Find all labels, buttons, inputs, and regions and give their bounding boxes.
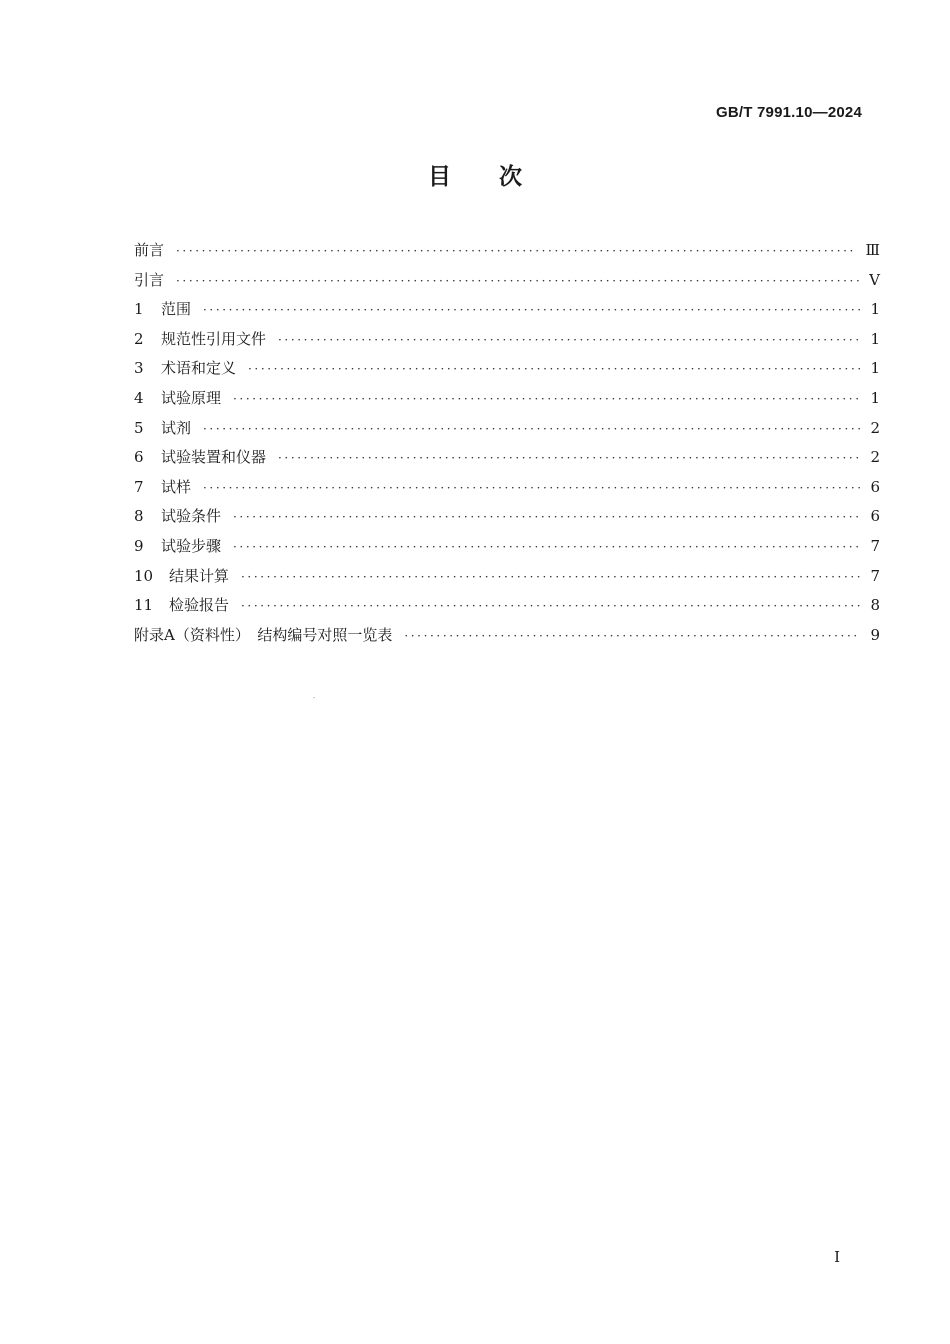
toc-entry-label: 试验原理 <box>161 388 222 407</box>
toc-entry-label: 前言 <box>134 241 165 259</box>
toc-entry-page: 2 <box>870 448 880 467</box>
toc-entry-page: 6 <box>870 477 880 496</box>
leader-dots <box>176 267 859 297</box>
toc-entry-number: 9 <box>134 536 144 555</box>
toc-entry-page: 1 <box>870 388 880 407</box>
toc-entry-label: 检验报告 <box>169 596 230 615</box>
toc-entry-annex-a[interactable] <box>134 621 880 651</box>
toc-entry-page: Ⅴ <box>869 270 880 289</box>
toc-entry-page: 1 <box>870 329 880 348</box>
toc-entry-label: 试验装置和仪器 <box>161 448 267 467</box>
toc-entry-8[interactable] <box>134 502 880 532</box>
toc-entry-6[interactable] <box>134 443 880 473</box>
toc-entry-page: 7 <box>870 536 880 555</box>
toc-entry-page: 8 <box>870 596 880 615</box>
toc-entry-page: 2 <box>870 418 880 437</box>
toc-entry-number: 11 <box>134 596 154 615</box>
toc-entry-number: 4 <box>134 388 144 407</box>
toc-entry-page: 1 <box>870 300 880 319</box>
toc-entry-9[interactable] <box>134 532 880 562</box>
leader-dots <box>278 326 860 356</box>
leader-dots <box>241 563 860 593</box>
toc-entry-number: 7 <box>134 477 144 496</box>
leader-dots <box>233 503 860 533</box>
toc-entry-label: 结果计算 <box>169 566 230 585</box>
toc-entry-label: 引言 <box>134 270 165 289</box>
toc-entry-4[interactable] <box>134 384 880 414</box>
toc-entry-10[interactable] <box>134 562 880 592</box>
toc-entry-1[interactable] <box>134 295 880 325</box>
leader-dots <box>203 474 860 504</box>
toc-entry-label: 试验条件 <box>161 507 222 526</box>
toc-entry-5[interactable] <box>134 414 880 444</box>
leader-dots <box>176 237 856 267</box>
toc-entry-3[interactable] <box>134 354 880 384</box>
toc-entry-number: 2 <box>134 329 144 348</box>
toc-entry-label: 术语和定义 <box>161 359 237 378</box>
leader-dots <box>248 355 860 385</box>
toc-entry-label: 范围 <box>161 300 192 319</box>
toc-title: 目次 <box>428 164 570 190</box>
toc-entry-7[interactable] <box>134 473 880 503</box>
toc-entry-page: 7 <box>870 566 880 585</box>
toc-entry-foreword[interactable] <box>134 236 880 266</box>
leader-dots <box>203 296 860 326</box>
leader-dots <box>241 592 860 622</box>
toc-entry-page: 6 <box>870 507 880 526</box>
toc-entry-label: 试验步骤 <box>161 536 222 555</box>
toc-entry-number: 3 <box>134 359 144 378</box>
toc-entry-number: 10 <box>134 566 154 585</box>
leader-dots <box>233 385 860 415</box>
toc-entry-2[interactable] <box>134 325 880 355</box>
toc-entry-page: 1 <box>870 359 880 378</box>
toc-entry-11[interactable] <box>134 591 880 621</box>
leader-dots <box>404 622 860 652</box>
toc-entry-number: 8 <box>134 507 144 526</box>
toc-entry-page: 9 <box>870 625 880 644</box>
toc-entry-label: 附录A（资料性） 结构编号对照一览表 <box>134 625 393 644</box>
toc-entry-label: 试剂 <box>161 418 192 437</box>
leader-dots <box>278 444 860 474</box>
toc-entry-number: 5 <box>134 418 144 437</box>
toc-entry-label: 试样 <box>161 477 192 496</box>
toc-entry-number: 1 <box>134 300 144 319</box>
leader-dots <box>203 415 860 445</box>
toc-entry-number: 6 <box>134 448 144 467</box>
toc-entry-page: Ⅲ <box>865 241 880 259</box>
page-number: I <box>834 1248 840 1266</box>
standard-code: GB/T 7991.10—2024 <box>716 104 862 121</box>
table-of-contents <box>134 236 880 650</box>
toc-entry-label: 规范性引用文件 <box>161 329 267 348</box>
toc-entry-introduction[interactable] <box>134 266 880 296</box>
leader-dots <box>233 533 860 563</box>
scan-speck <box>313 697 315 698</box>
